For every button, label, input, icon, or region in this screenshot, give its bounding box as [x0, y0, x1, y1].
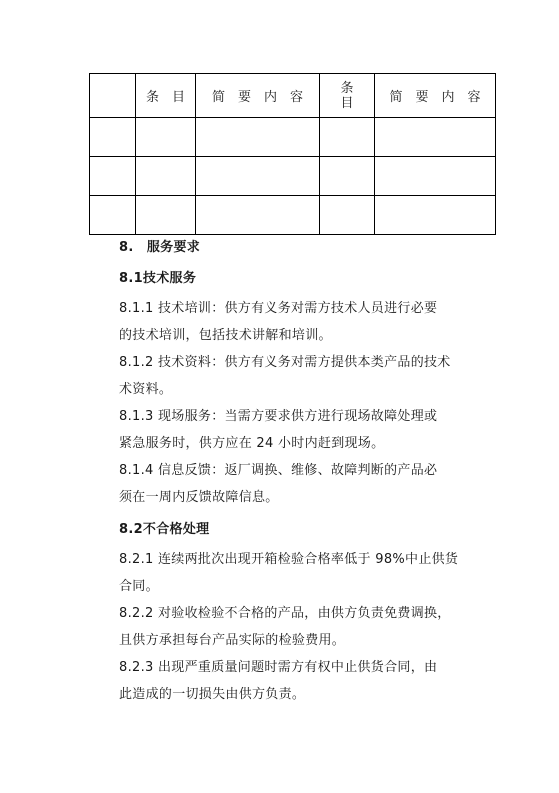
table-cell: [136, 118, 196, 157]
paragraph-line: 8.2.3 出现严重质量问题时需方有权中止供货合同，由: [119, 660, 438, 675]
table-header-cell-summary-2: 简 要 内 容: [375, 74, 496, 118]
paragraph-line: 8.1.4 信息反馈：返厂调换、维修、故障判断的产品必: [119, 463, 438, 478]
item-content-table: [89, 73, 496, 235]
table-cell: [136, 196, 196, 235]
table-cell: [375, 157, 496, 196]
table-row: [90, 157, 496, 196]
paragraph-line: 须在一周内反馈故障信息。: [119, 490, 279, 505]
table-cell: [375, 196, 496, 235]
table-row: [90, 118, 496, 157]
table-header-cell-summary: 简 要 内 容: [196, 74, 320, 118]
paragraph-line: 8.1.2 技术资料：供方有义务对需方提供本类产品的技术: [119, 355, 451, 370]
table-cell: [136, 157, 196, 196]
section-8-1-heading: 8.1技术服务: [119, 271, 197, 286]
section-8-2-heading: 8.2不合格处理: [119, 522, 210, 537]
paragraph-line: 8.2.2 对验收检验不合格的产品，由供方负责免费调换，: [119, 606, 451, 621]
table-cell: [90, 196, 136, 235]
vertical-char-2: 目: [340, 95, 354, 111]
paragraph-line: 紧急服务时，供方应在 24 小时内赶到现场。: [119, 436, 385, 451]
paragraph-line: 8.1.3 现场服务：当需方要求供方进行现场故障处理或: [119, 409, 438, 424]
table-header-cell-blank: [90, 74, 136, 118]
table-cell: [196, 157, 320, 196]
paragraph-line: 术资料。: [119, 382, 173, 397]
table-cell: [196, 196, 320, 235]
paragraph-line: 8.2.1 连续两批次出现开箱检验合格率低于 98%中止供货: [119, 552, 459, 567]
table-cell: [196, 118, 320, 157]
paragraph-line: 此造成的一切损失由供方负责。: [119, 687, 306, 702]
table-cell: [90, 118, 136, 157]
table-cell: [320, 196, 375, 235]
paragraph-line: 的技术培训，包括技术讲解和培训。: [119, 328, 332, 343]
paragraph-line: 合同。: [119, 579, 159, 594]
table-cell: [320, 118, 375, 157]
table-header-row: [90, 74, 496, 118]
table-row: [90, 196, 496, 235]
section-8-heading: 8. 服务要求: [119, 240, 201, 255]
table-header-cell-item: 条 目: [136, 74, 196, 118]
table-header-cell-item-vertical: [320, 74, 375, 118]
paragraph-line: 8.1.1 技术培训：供方有义务对需方技术人员进行必要: [119, 301, 438, 316]
vertical-char-1: 条: [340, 80, 354, 96]
table-cell: [375, 118, 496, 157]
paragraph-line: 且供方承担每台产品实际的检验费用。: [119, 633, 346, 648]
table-cell: [90, 157, 136, 196]
table-cell: [320, 157, 375, 196]
